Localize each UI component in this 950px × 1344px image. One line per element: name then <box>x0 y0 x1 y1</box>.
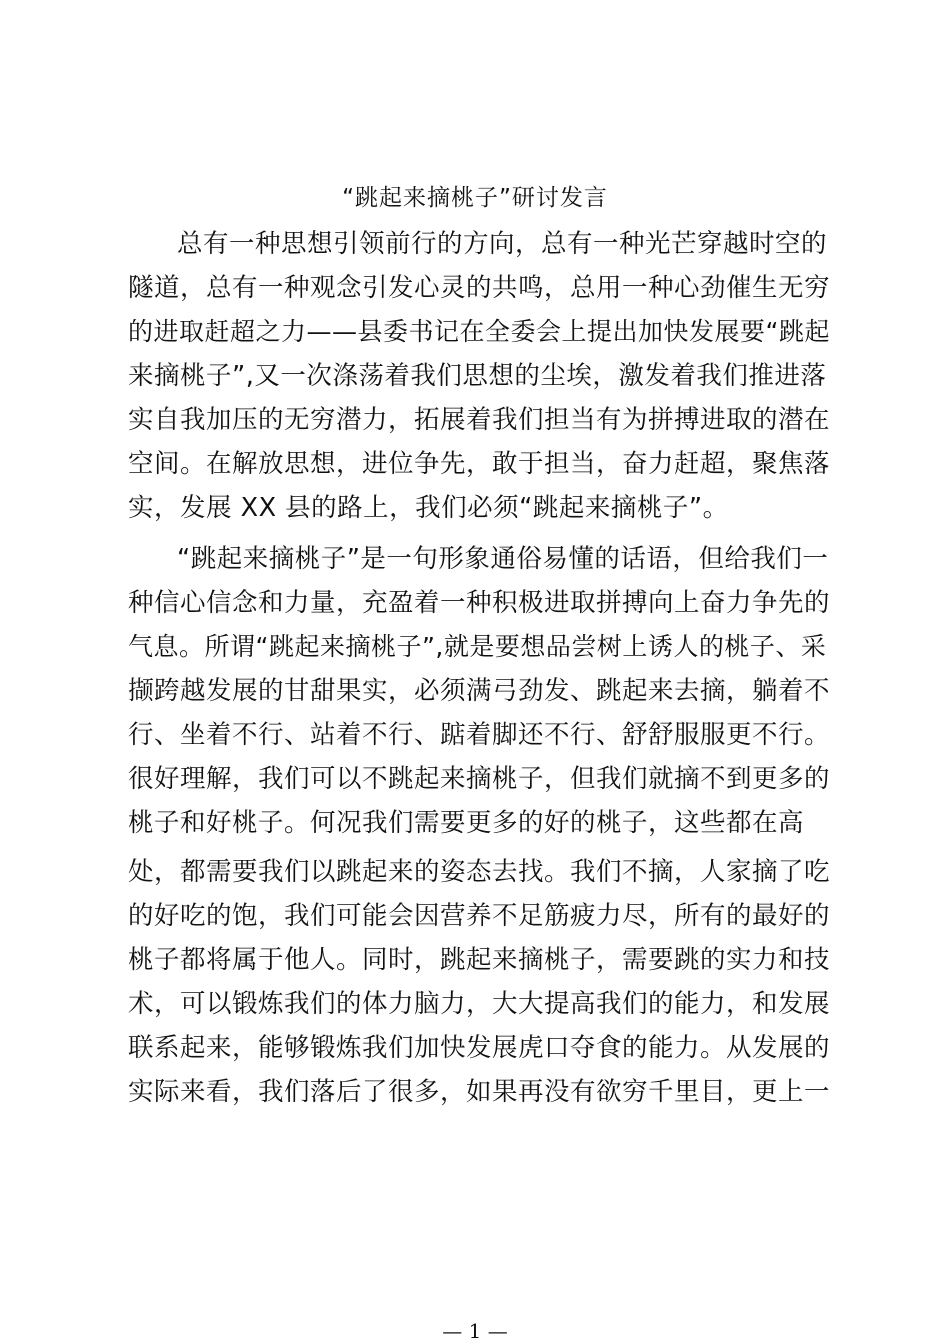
text-line: 术，可以锻炼我们的体力脑力，大大提高我们的能力，和发展 <box>128 989 831 1019</box>
text-line: 来摘桃子”,又一次涤荡着我们思想的尘埃，激发着我们推进落 <box>128 361 827 391</box>
text-line: 撷跨越发展的甘甜果实，必须满弓劲发、跳起来去摘，躺着不 <box>128 676 831 706</box>
text-line: 很好理解，我们可以不跳起来摘桃子，但我们就摘不到更多的 <box>128 764 831 794</box>
text-line: 空间。在解放思想，进位争先，敢于担当，奋力赶超，聚焦落 <box>128 449 831 479</box>
text-line: 实自我加压的无穷潜力，拓展着我们担当有为拼搏进取的潜在 <box>128 405 831 435</box>
text-line: 的好吃的饱，我们可能会因营养不足筋疲力尽，所有的最好的 <box>128 901 831 931</box>
text-line: 联系起来，能够锻炼我们加快发展虎口夺食的能力。从发展的 <box>128 1033 831 1063</box>
page-number: — 1 — <box>442 1319 508 1343</box>
text-line: 实，发展 XX 县的路上，我们必须“跳起来摘桃子”。 <box>128 493 729 523</box>
text-line: 隧道，总有一种观念引发心灵的共鸣，总用一种心劲催生无穷 <box>128 273 831 303</box>
text-line: 桃子和好桃子。何况我们需要更多的好的桃子，这些都在高 <box>128 808 805 838</box>
document-title: “跳起来摘桃子”研讨发言 <box>342 185 608 211</box>
text-line: 总有一种思想引领前行的方向，总有一种光芒穿越时空的 <box>177 229 828 259</box>
text-line: 处，都需要我们以跳起来的姿态去找。我们不摘，人家摘了吃 <box>128 857 831 887</box>
text-line: 行、坐着不行、站着不行、踮着脚还不行、舒舒服服更不行。 <box>128 720 831 750</box>
text-line: 桃子都将属于他人。同时，跳起来摘桃子，需要跳的实力和技 <box>128 945 831 975</box>
text-line: “跳起来摘桃子”是一句形象通俗易懂的话语，但给我们一 <box>177 544 829 574</box>
text-line: 气息。所谓“跳起来摘桃子”,就是要想品尝树上诱人的桃子、采 <box>128 632 827 661</box>
text-line: 实际来看，我们落后了很多，如果再没有欲穷千里目，更上一 <box>128 1077 831 1107</box>
text-line: 的进取赶超之力——县委书记在全委会上提出加快发展要“跳起 <box>128 317 830 346</box>
text-line: 种信心信念和力量，充盈着一种积极进取拼搏向上奋力争先的 <box>128 588 831 618</box>
